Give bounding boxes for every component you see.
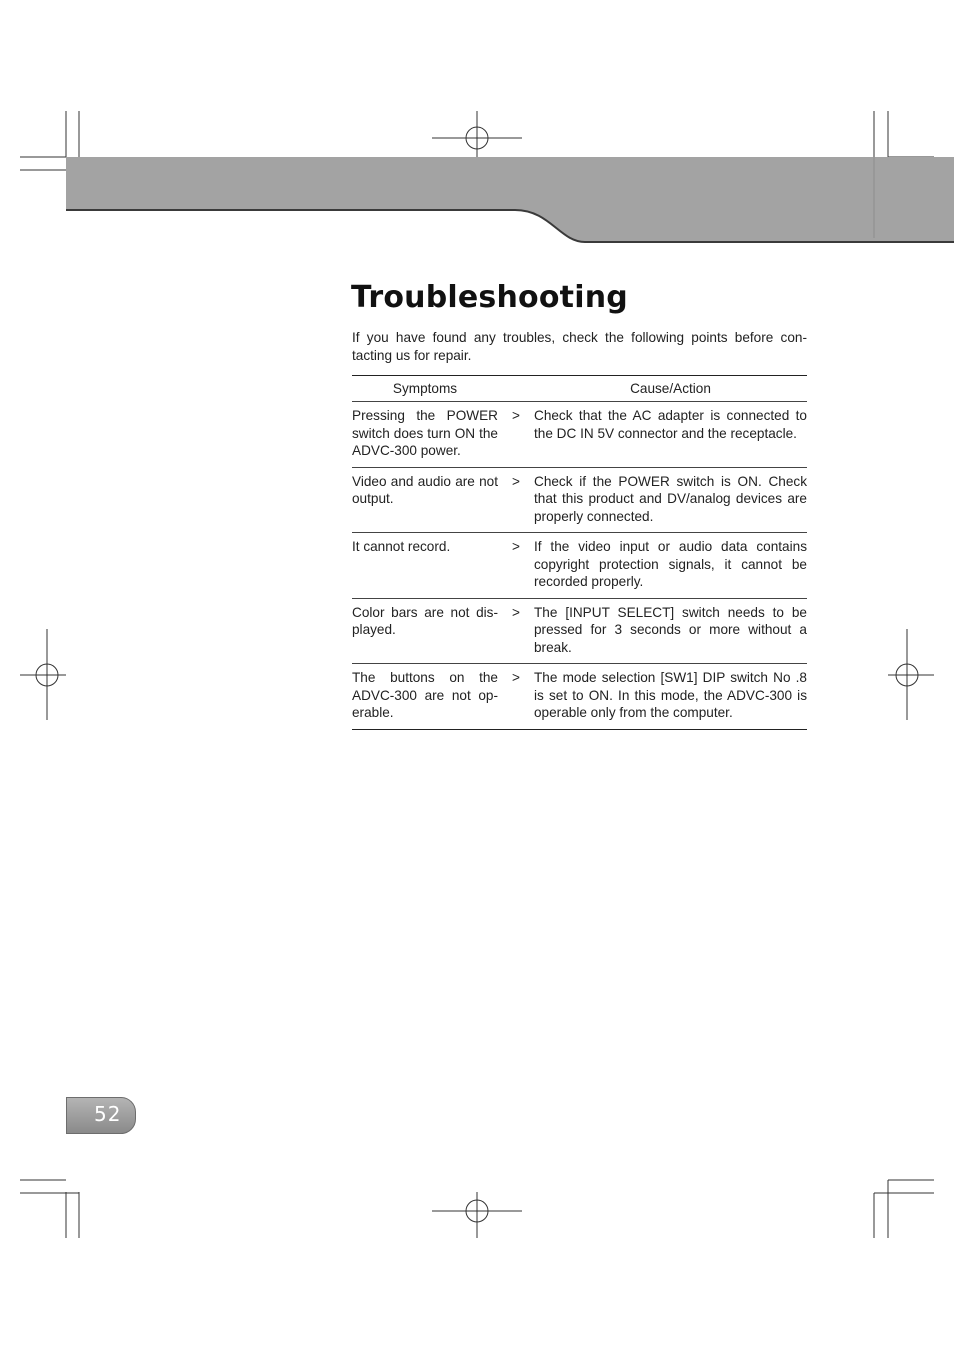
arrow-cell: > bbox=[498, 467, 534, 533]
cause-cell: The mode selection [SW1] DIP switch No .8 is set to ON. In this mode, the ADVC-300 is operable only from the computer. bbox=[534, 664, 807, 730]
table-row bbox=[352, 402, 807, 468]
table-row bbox=[352, 533, 807, 599]
cause-cell: The [INPUT SELECT] switch needs to be pressed for 3 seconds or more without a break. bbox=[534, 598, 807, 664]
page-number-tab bbox=[66, 1097, 136, 1134]
page-number: 52 bbox=[94, 1102, 122, 1126]
cause-header: Cause/Action bbox=[534, 376, 807, 402]
table-row bbox=[352, 598, 807, 664]
symptom-cell: It cannot record. bbox=[352, 533, 498, 599]
arrow-cell: > bbox=[498, 598, 534, 664]
cause-cell: If the video input or audio data contains copyright protection signals, it cannot be recorded properly. bbox=[534, 533, 807, 599]
arrow-cell: > bbox=[498, 664, 534, 730]
header-band bbox=[0, 0, 954, 245]
cause-cell: Check that the AC adapter is connected to the DC IN 5V connector and the receptacle. bbox=[534, 402, 807, 468]
troubleshooting-table bbox=[352, 375, 807, 730]
symptoms-header: Symptoms bbox=[352, 376, 498, 402]
symptom-cell: Video and audio are not output. bbox=[352, 467, 498, 533]
cause-cell: Check if the POWER switch is ON. Check that this product and DV/analog devices are properly connected. bbox=[534, 467, 807, 533]
symptom-cell: Pressing the POWER switch does turn ON the ADVC-300 power. bbox=[352, 402, 498, 468]
arrow-cell: > bbox=[498, 402, 534, 468]
intro-paragraph: If you have found any troubles, check the following points before con-tacting us for repair. bbox=[352, 330, 807, 363]
table-header-row bbox=[352, 376, 807, 402]
symptom-cell: The buttons on the ADVC-300 are not op-erable. bbox=[352, 664, 498, 730]
table-row bbox=[352, 664, 807, 730]
page-title: Troubleshooting bbox=[351, 280, 628, 315]
arrow-header-spacer bbox=[498, 376, 534, 402]
symptom-cell: Color bars are not dis-played. bbox=[352, 598, 498, 664]
arrow-cell: > bbox=[498, 533, 534, 599]
table-row bbox=[352, 467, 807, 533]
